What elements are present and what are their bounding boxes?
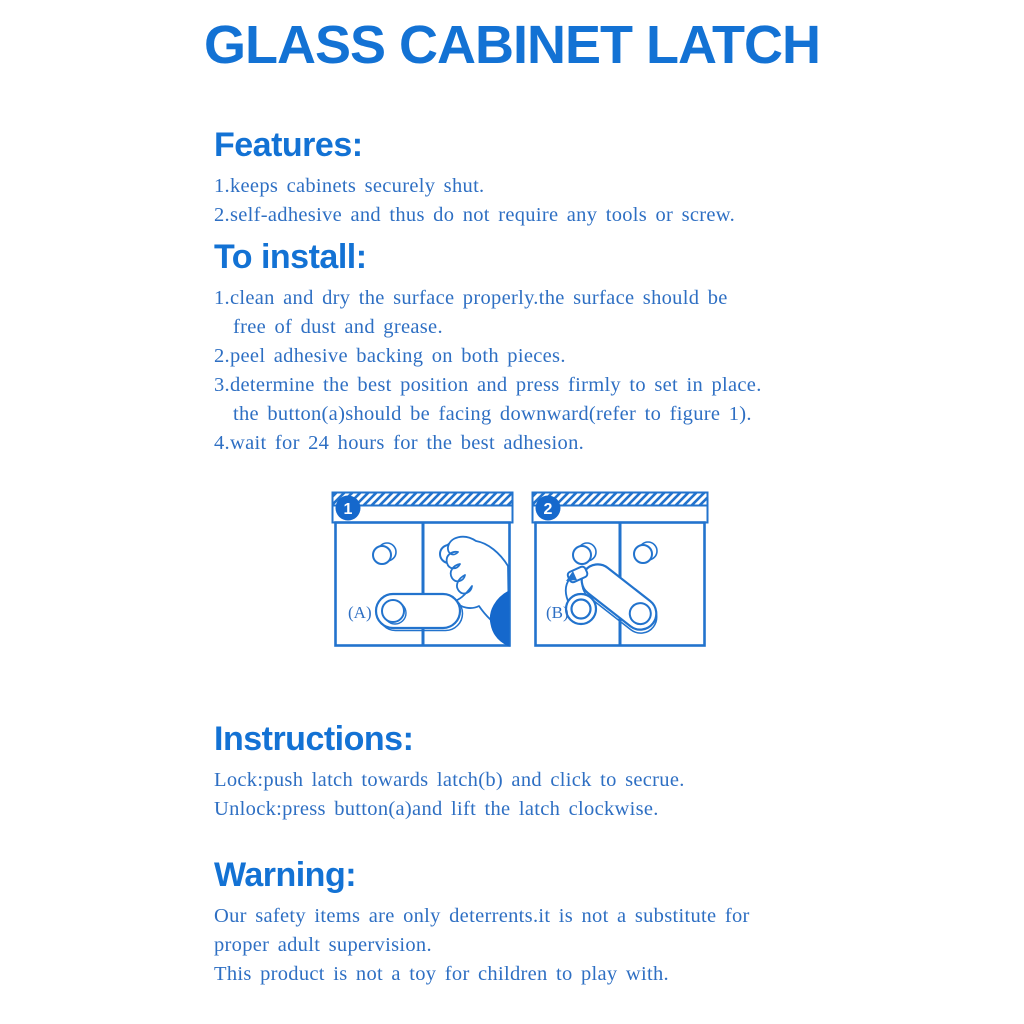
figure-2-badge [536, 496, 561, 521]
figures-row [330, 491, 710, 647]
page-title: GLASS CABINET LATCH [204, 15, 820, 75]
instruction-line-lock: Lock:push latch towards latch(b) and click to secrue. [214, 769, 685, 791]
features-list [214, 172, 735, 230]
latch-closed-icon [376, 594, 463, 631]
section-features [214, 126, 735, 230]
section-install [214, 238, 762, 458]
instruction-line-unlock: Unlock:press button(a)and lift the latch clockwise. [214, 798, 659, 820]
install-line-3b: the button(a)should be facing downward(refer to figure 1). [233, 403, 752, 425]
label-a: (A) [348, 603, 372, 622]
svg-text:1: 1 [343, 501, 353, 518]
warning-line-3: This product is not a toy for children to play with. [214, 963, 669, 985]
features-line-2: 2.self-adhesive and thus do not require any tools or screw. [214, 204, 736, 226]
warning-line-2: proper adult supervision. [214, 934, 432, 956]
install-line-3: 3.determine the best position and press firmly to set in place. [214, 374, 762, 396]
section-warning [214, 856, 750, 989]
install-heading: To install: [214, 238, 367, 276]
features-line-1: 1.keeps cabinets securely shut. [214, 175, 485, 197]
section-instructions [214, 720, 685, 824]
warning-heading: Warning: [214, 856, 357, 894]
figure-1 [330, 491, 515, 647]
instructions-heading: Instructions: [214, 720, 414, 758]
figure-2 [530, 491, 710, 647]
instructions-list [214, 766, 685, 824]
label-b: (B) [546, 603, 569, 622]
warning-list [214, 902, 750, 989]
features-heading: Features: [214, 126, 363, 164]
install-line-1b: free of dust and grease. [233, 316, 443, 338]
button-a-icon [382, 600, 404, 622]
install-list [214, 284, 762, 458]
install-line-4: 4.wait for 24 hours for the best adhesion. [214, 432, 585, 454]
warning-line-1: Our safety items are only deterrents.it is not a substitute for [214, 905, 750, 927]
install-line-1: 1.clean and dry the surface properly.the surface should be [214, 287, 728, 309]
button-b-ring-icon [566, 594, 596, 624]
figure-1-badge [336, 496, 361, 521]
svg-text:2: 2 [543, 501, 553, 518]
install-line-2: 2.peel adhesive backing on both pieces. [214, 345, 566, 367]
